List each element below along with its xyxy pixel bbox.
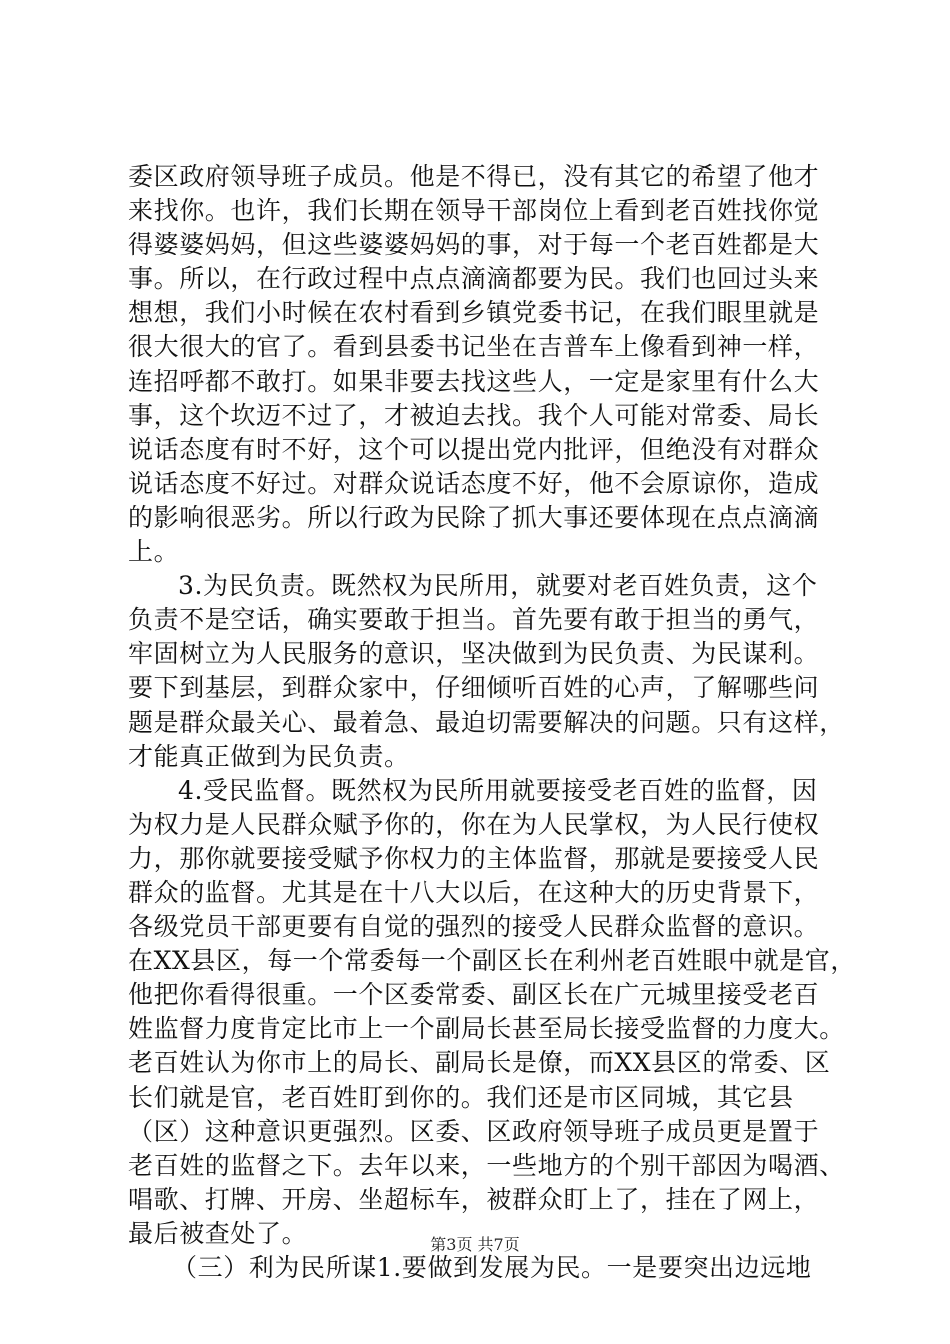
- text-line: （区）这种意识更强烈。区委、区政府领导班子成员更是置于: [128, 1116, 820, 1146]
- text-line: 牢固树立为人民服务的意识，坚决做到为民负责、为民谋利。: [128, 639, 820, 669]
- text-line: 很大很大的官了。看到县委书记坐在吉普车上像看到神一样，: [128, 332, 820, 362]
- text-line: 在XX县区，每一个常委每一个副区长在利州老百姓眼中就是官，: [128, 946, 856, 976]
- text-line: 群众的监督。尤其是在十八大以后，在这种大的历史背景下，: [128, 877, 820, 907]
- text-line: 连招呼都不敢打。如果非要去找这些人，一定是家里有什么大: [128, 366, 820, 396]
- text-line: 负责不是空话，确实要敢于担当。首先要有敢于担当的勇气，: [128, 605, 820, 635]
- text-line: 唱歌、打牌、开房、坐超标车，被群众盯上了，挂在了网上，: [128, 1184, 820, 1214]
- text-line: 委区政府领导班子成员。他是不得已，没有其它的希望了他才: [128, 162, 820, 191]
- text-line: 姓监督力度肯定比市上一个副局长甚至局长接受监督的力度大。: [128, 1014, 845, 1044]
- text-line: 他把你看得很重。一个区委常委、副区长在广元城里接受老百: [128, 980, 820, 1010]
- paragraph-start-line: 4.受民监督。既然权为民所用就要接受老百姓的监督，因: [178, 775, 818, 805]
- text-line: 最后被查处了。: [128, 1218, 308, 1248]
- text-line: 才能真正做到为民负责。: [128, 741, 410, 771]
- text-line: 事，这个坎迈不过了，才被迫去找。我个人可能对常委、局长: [128, 400, 820, 430]
- paragraph-start-line: 3.为民负责。既然权为民所用，就要对老百姓负责，这个: [178, 571, 818, 601]
- text-line: 各级党员干部更要有自觉的强烈的接受人民群众监督的意识。: [128, 912, 820, 942]
- text-line: 得婆婆妈妈，但这些婆婆妈妈的事，对于每一个老百姓都是大: [128, 230, 820, 260]
- text-line: 说话态度有时不好，这个可以提出党内批评，但绝没有对群众: [128, 434, 820, 464]
- text-line: 老百姓认为你市上的局长、副局长是僚，而XX县区的常委、区: [128, 1048, 831, 1078]
- text-line: 要下到基层，到群众家中，仔细倾听百姓的心声，了解哪些问: [128, 673, 820, 703]
- text-line: 想想，我们小时候在农村看到乡镇党委书记，在我们眼里就是: [128, 298, 820, 328]
- text-line: 来找你。也许，我们长期在领导干部岗位上看到老百姓找你觉: [128, 196, 820, 226]
- text-line: 事。所以，在行政过程中点点滴滴都要为民。我们也回过头来: [128, 264, 820, 294]
- section-heading-line: （三）利为民所谋1.要做到发展为民。一是要突出边远地: [172, 1253, 812, 1282]
- body-text: [128, 160, 856, 1285]
- page-number-footer: 第3页 共7页: [430, 1235, 520, 1254]
- text-line: 老百姓的监督之下。去年以来，一些地方的个别干部因为喝酒、: [128, 1150, 845, 1180]
- text-line: 长们就是官，老百姓盯到你的。我们还是市区同城，其它县: [128, 1082, 794, 1112]
- text-line: 力，那你就要接受赋予你权力的主体监督，那就是要接受人民: [128, 843, 820, 873]
- text-line: 上。: [128, 537, 180, 567]
- text-line: 题是群众最关心、最着急、最迫切需要解决的问题。只有这样，: [128, 707, 845, 737]
- text-line: 的影响很恶劣。所以行政为民除了抓大事还要体现在点点滴滴: [128, 502, 820, 532]
- text-line: 说话态度不好过。对群众说话态度不好，他不会原谅你，造成: [128, 468, 820, 498]
- text-line: 为权力是人民群众赋予你的，你在为人民掌权，为人民行使权: [128, 809, 820, 839]
